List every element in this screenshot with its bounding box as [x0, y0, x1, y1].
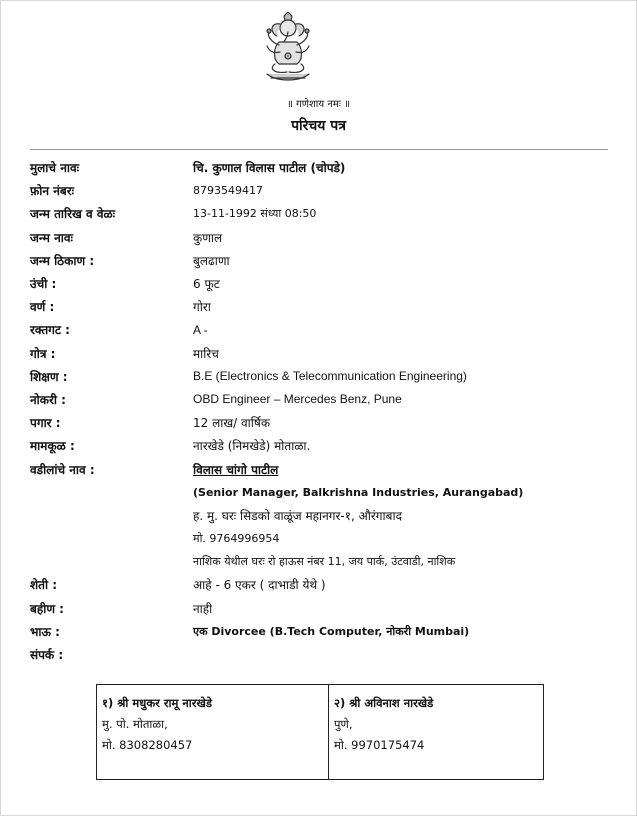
invocation-text: ॥ गणेशाय नमः ॥ — [286, 99, 351, 110]
row-birth-datetime — [30, 202, 620, 225]
value-farm: आहे - 6 एकर ( दाभाडी येथे ) — [193, 578, 326, 593]
contact-1-name: १) श्री मधुकर रामू नारखेडे — [102, 696, 213, 710]
row-complexion — [30, 295, 620, 318]
value-boy-name: चि. कुणाल विलास पाटील (चोपडे) — [193, 161, 346, 176]
row-birth-place — [30, 249, 620, 272]
row-father-phone — [30, 527, 620, 550]
row-salary — [30, 411, 620, 434]
header-divider — [30, 149, 608, 150]
contact-cell-2 — [329, 685, 543, 779]
label-brother: भाऊ : — [30, 624, 60, 639]
label-height: उंची : — [30, 277, 57, 292]
label-birth-name: जन्म नावः — [30, 230, 73, 245]
contact-1-place: मु. पो. मोताळा, — [102, 717, 168, 731]
row-birth-name — [30, 226, 620, 249]
value-education: B.E (Electronics & Telecommunication Engineering) — [193, 369, 467, 384]
label-complexion: वर्ण : — [30, 300, 55, 315]
page-title: परिचय पत्र — [291, 118, 346, 134]
label-education: शिक्षण : — [30, 369, 68, 384]
label-maternal-family: मामकूळ : — [30, 439, 75, 454]
value-job: OBD Engineer – Mercedes Benz, Pune — [193, 392, 402, 407]
row-height — [30, 272, 620, 295]
label-birth-datetime: जन्म तारिख व वेळः — [30, 207, 116, 222]
label-phone: फ़ोन नंबरः — [30, 184, 75, 199]
value-height: 6 फूट — [193, 277, 220, 292]
contact-2-phone: मो. 9970175474 — [334, 738, 425, 752]
contact-cell-1 — [97, 685, 329, 779]
value-father-phone: मो. 9764996954 — [193, 532, 280, 546]
value-maternal-family: नारखेडे (निमखेडे) मोताळा. — [193, 439, 311, 454]
row-sister — [30, 597, 620, 620]
row-boy-name — [30, 156, 620, 179]
row-brother — [30, 620, 620, 643]
label-birth-place: जन्म ठिकाण : — [30, 253, 95, 268]
value-blood-group: A - — [193, 322, 208, 337]
row-job — [30, 388, 620, 411]
value-complexion: गोरा — [193, 300, 211, 315]
value-salary: 12 लाख/ वार्षिक — [193, 416, 271, 431]
label-salary: पगार : — [30, 416, 61, 431]
row-phone — [30, 179, 620, 202]
value-phone: 8793549417 — [193, 184, 263, 198]
value-gotra: मारिच — [193, 346, 219, 361]
value-brother: एक Divorcee (B.Tech Computer, नोकरी Mumbai) — [193, 624, 470, 638]
label-farm: शेती : — [30, 578, 58, 593]
value-father-job: (Senior Manager, Balkrishna Industries, Aurangabad) — [193, 485, 524, 499]
label-boy-name: मुलाचे नावः — [30, 161, 80, 176]
row-father-name — [30, 457, 620, 480]
label-sister: बहीण : — [30, 601, 64, 616]
value-nashik-address: नाशिक येथील घरः रो हाऊस नंबर 11, जय पार्क, उंटवाडी, नाशिक — [193, 555, 456, 569]
row-father-job — [30, 481, 620, 504]
value-birth-place: बुलढाणा — [193, 253, 230, 268]
contact-2-place: पुणे, — [334, 717, 353, 731]
ganesha-icon — [257, 12, 319, 84]
row-education — [30, 365, 620, 388]
row-maternal-family — [30, 434, 620, 457]
label-father-name: वडीलांचे नाव : — [30, 462, 95, 477]
row-blood-group — [30, 318, 620, 341]
label-contact: संपर्क : — [30, 648, 64, 663]
value-birth-name: कुणाल — [193, 230, 223, 245]
contact-2-name: २) श्री अविनाश नारखेडे — [334, 696, 434, 710]
row-nashik-address — [30, 550, 620, 573]
details-list — [30, 156, 620, 666]
row-farm — [30, 573, 620, 596]
label-job: नोकरी : — [30, 392, 66, 407]
label-blood-group: रक्तगट : — [30, 323, 70, 338]
contact-1-phone: मो. 8308280457 — [102, 738, 193, 752]
row-contact — [30, 643, 620, 666]
value-father-name: विलास चांगो पाटील — [193, 462, 279, 477]
label-gotra: गोत्र : — [30, 346, 56, 361]
value-birth-datetime: 13-11-1992 संध्या 08:50 — [193, 207, 317, 221]
value-sister: नाही — [193, 601, 213, 616]
row-gotra — [30, 342, 620, 365]
row-father-address — [30, 504, 620, 527]
contact-table — [96, 684, 544, 780]
value-father-address: ह. मु. घरः सिडको वाळूंज महानगर-१, औरंगाबाद — [193, 508, 403, 523]
